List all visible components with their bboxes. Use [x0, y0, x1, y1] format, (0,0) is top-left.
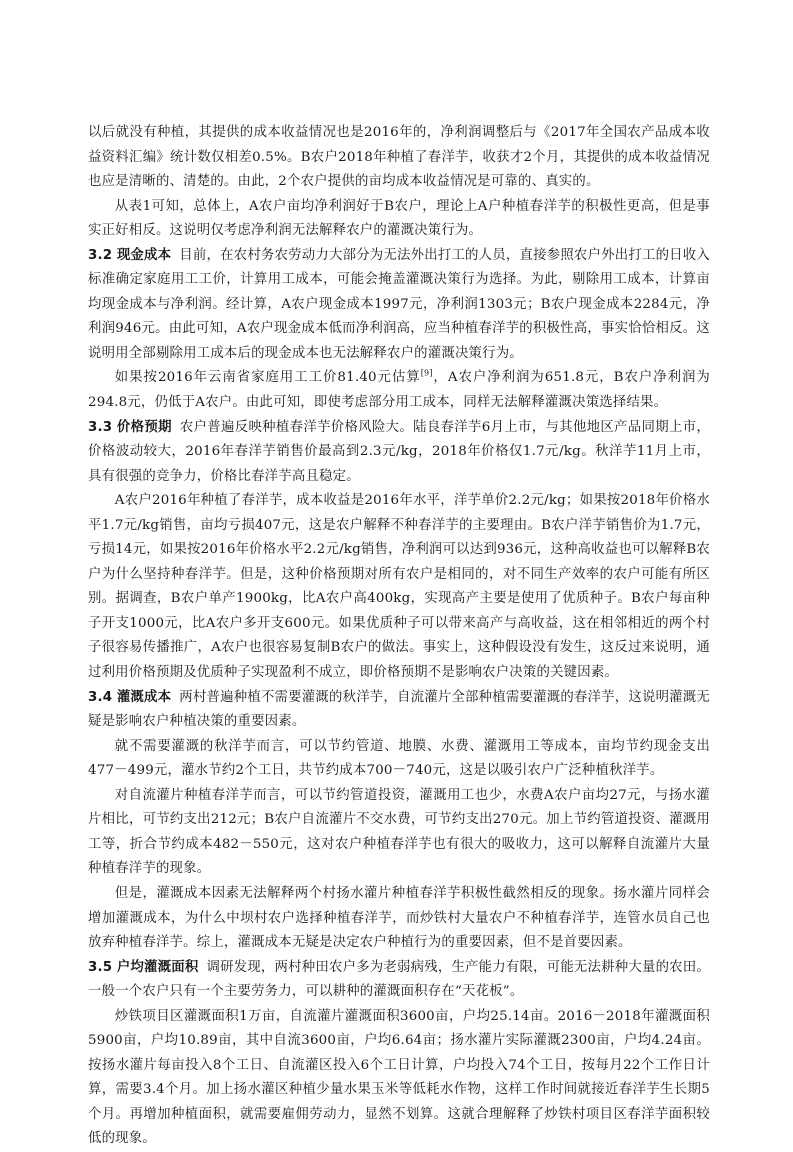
section-3-5 — [88, 956, 710, 1005]
section-number: 3.4 — [88, 689, 113, 705]
section-title: 价格预期 — [116, 419, 172, 435]
section-number: 3.5 — [88, 959, 113, 975]
article-body — [88, 121, 710, 1152]
paragraph-autumn-potato: 就不需要灌溉的秋洋芋而言，可以节约管道、地膜、水费、灌溉用工等成本，亩均节约现金支出477－499元，灌水节约2个工日，共节约成本700－740元，这是以吸引农户广泛种植秋洋芋。 — [88, 738, 710, 779]
paragraph-text-after-citation: ，A农户净利润为651.8元，B农户净利润为294.8元，仍低于A农户。由此可知，即使考虑部分用工成本，同样无法解释灌溉决策选择结果。 — [88, 370, 710, 411]
section-3-2 — [88, 244, 710, 367]
section-title: 户均灌溉面积 — [116, 959, 199, 975]
section-title: 灌溉成本 — [116, 689, 172, 705]
paragraph-irrigation-area: 炒铁项目区灌溉面积1万亩，自流灌片灌溉面积3600亩，户均25.14亩。2016－2018年灌溉面积5900亩，户均10.89亩，其中自流3600亩，户均6.64亩；扬水灌片实际灌溉2300亩，户均4.24亩。按扬水灌片每亩投入8个工日、自流灌区投入6个工日计算，户均投入74个工日，按每月22个工作日计算，需要3.4个月。加上扬水灌区种植少量水果玉米等低耗水作物，这样工作时间就接近春洋芋生长期5个月。再增加种植面积，就需要雇佣劳动力，显然不划算。这就合理解释了炒铁村项目区春洋芋面积较低的现象。 — [88, 1008, 710, 1147]
paragraph-text-before-citation: 如果按2016年云南省家庭用工工价81.40元估算 — [114, 370, 421, 386]
section-3-3 — [88, 416, 710, 490]
paragraph-price-analysis: A农户2016年种植了春洋芋，成本收益是2016年水平，洋芋单价2.2元/kg；如果按2018年价格水平1.7元/kg销售，亩均亏损407元，这是农户解释不种春洋芋的主要理由。B农户洋芋销售价为1.7元，亏损14元，如果按2016年价格水平2.2元/kg销售，净利润可以达到936元，这种高收益也可以解释B农户为什么坚持种春洋芋。但是，这种价格预期对所有农户是相同的，对不同生产效率的农户可能有所区别。据调查，B农户单产1900kg，比A农户高400kg，实现高产主要是使用了优质种子。B农户每亩种子开支1000元，比A农户多开支600元。如果优质种子可以带来高产与高收益，这在相邻相近的两个村子很容易传播推广，A农户也很容易复制B农户的做法。事实上，这种假设没有发生，这反过来说明，通过利用价格预期及优质种子实现盈利不成立，即价格预期不是影响农户决策的关键因素。 — [88, 493, 710, 681]
paragraph-continuation: 以后就没有种植，其提供的成本收益情况也是2016年的，净利润调整后与《2017年全国农产品成本收益资料汇编》统计数仅相差0.5%。B农户2018年种植了春洋芋，收获才2个月，其提供的成本收益情况也应是清晰的、清楚的。由此，2个农户提供的亩均成本收益情况是可靠的、真实的。 — [88, 125, 710, 190]
paragraph-table1-conclusion: 从表1可知，总体上，A农户亩均净利润好于B农户，理论上A户种植春洋芋的积极性更高，但是事实正好相反。这说明仅考虑净利润无法解释农户的灌溉决策行为。 — [88, 198, 710, 239]
section-number: 3.2 — [88, 247, 113, 263]
section-title: 现金成本 — [116, 247, 172, 263]
section-number: 3.3 — [88, 419, 113, 435]
section-text: 调研发现，两村种田农户多为老弱病残，生产能力有限，可能无法耕种大量的农田。一般一个农户只有一个主要劳务力，可以耕种的灌溉面积存在“天花板”。 — [88, 959, 710, 1000]
section-text: 农户普遍反映种植春洋芋价格风险大。陆良春洋芋6月上市，与其他地区产品同期上市，价格波动较大，2016年春洋芋销售价最高到2.3元/kg，2018年价格仅1.7元/kg。秋洋芋11月上市，具有很强的竞争力，价格比春洋芋高且稳定。 — [88, 419, 710, 484]
section-3-4 — [88, 686, 710, 735]
paragraph-labor-cost-estimate — [88, 366, 710, 415]
section-text: 目前，在农村务农劳动力大部分为无法外出打工的人员，直接参照农户外出打工的日收入标准确定家庭用工工价，计算用工成本，可能会掩盖灌溉决策行为选择。为此，剔除用工成本，计算亩均现金成本与净利润。经计算，A农户现金成本1997元，净利润1303元；B农户现金成本2284元，净利润946元。由此可知，A农户现金成本低而净利润高，应当种植春洋芋的积极性高，事实恰恰相反。这说明用全部剔除用工成本后的现金成本也无法解释农户的灌溉决策行为。 — [88, 247, 710, 361]
citation-reference: [9] — [420, 369, 433, 378]
paragraph-pump-irrigation: 但是，灌溉成本因素无法解释两个村扬水灌片种植春洋芋积极性截然相反的现象。扬水灌片同样会增加灌溉成本，为什么中坝村农户选择种植春洋芋，而炒铁村大量农户不种植春洋芋，连管水员自己也放弃种植春洋芋。综上，灌溉成本无疑是决定农户种植行为的重要因素，但不是首要因素。 — [88, 885, 710, 951]
paragraph-gravity-irrigation: 对自流灌片种植春洋芋而言，可以节约管道投资，灌溉用工也少，水费A农户亩均27元，与扬水灌片相比，可节约支出212元；B农户自流灌片不交水费，可节约支出270元。加上节约管道投资、灌溉用工等，折合节约成本482－550元，这对农户种植春洋芋也有很大的吸收力，这可以解释自流灌片大量种植春洋芋的现象。 — [88, 787, 710, 877]
section-text: 两村普遍种植不需要灌溉的秋洋芋，自流灌片全部种植需要灌溉的春洋芋，这说明灌溉无疑是影响农户种植决策的重要因素。 — [88, 689, 710, 730]
